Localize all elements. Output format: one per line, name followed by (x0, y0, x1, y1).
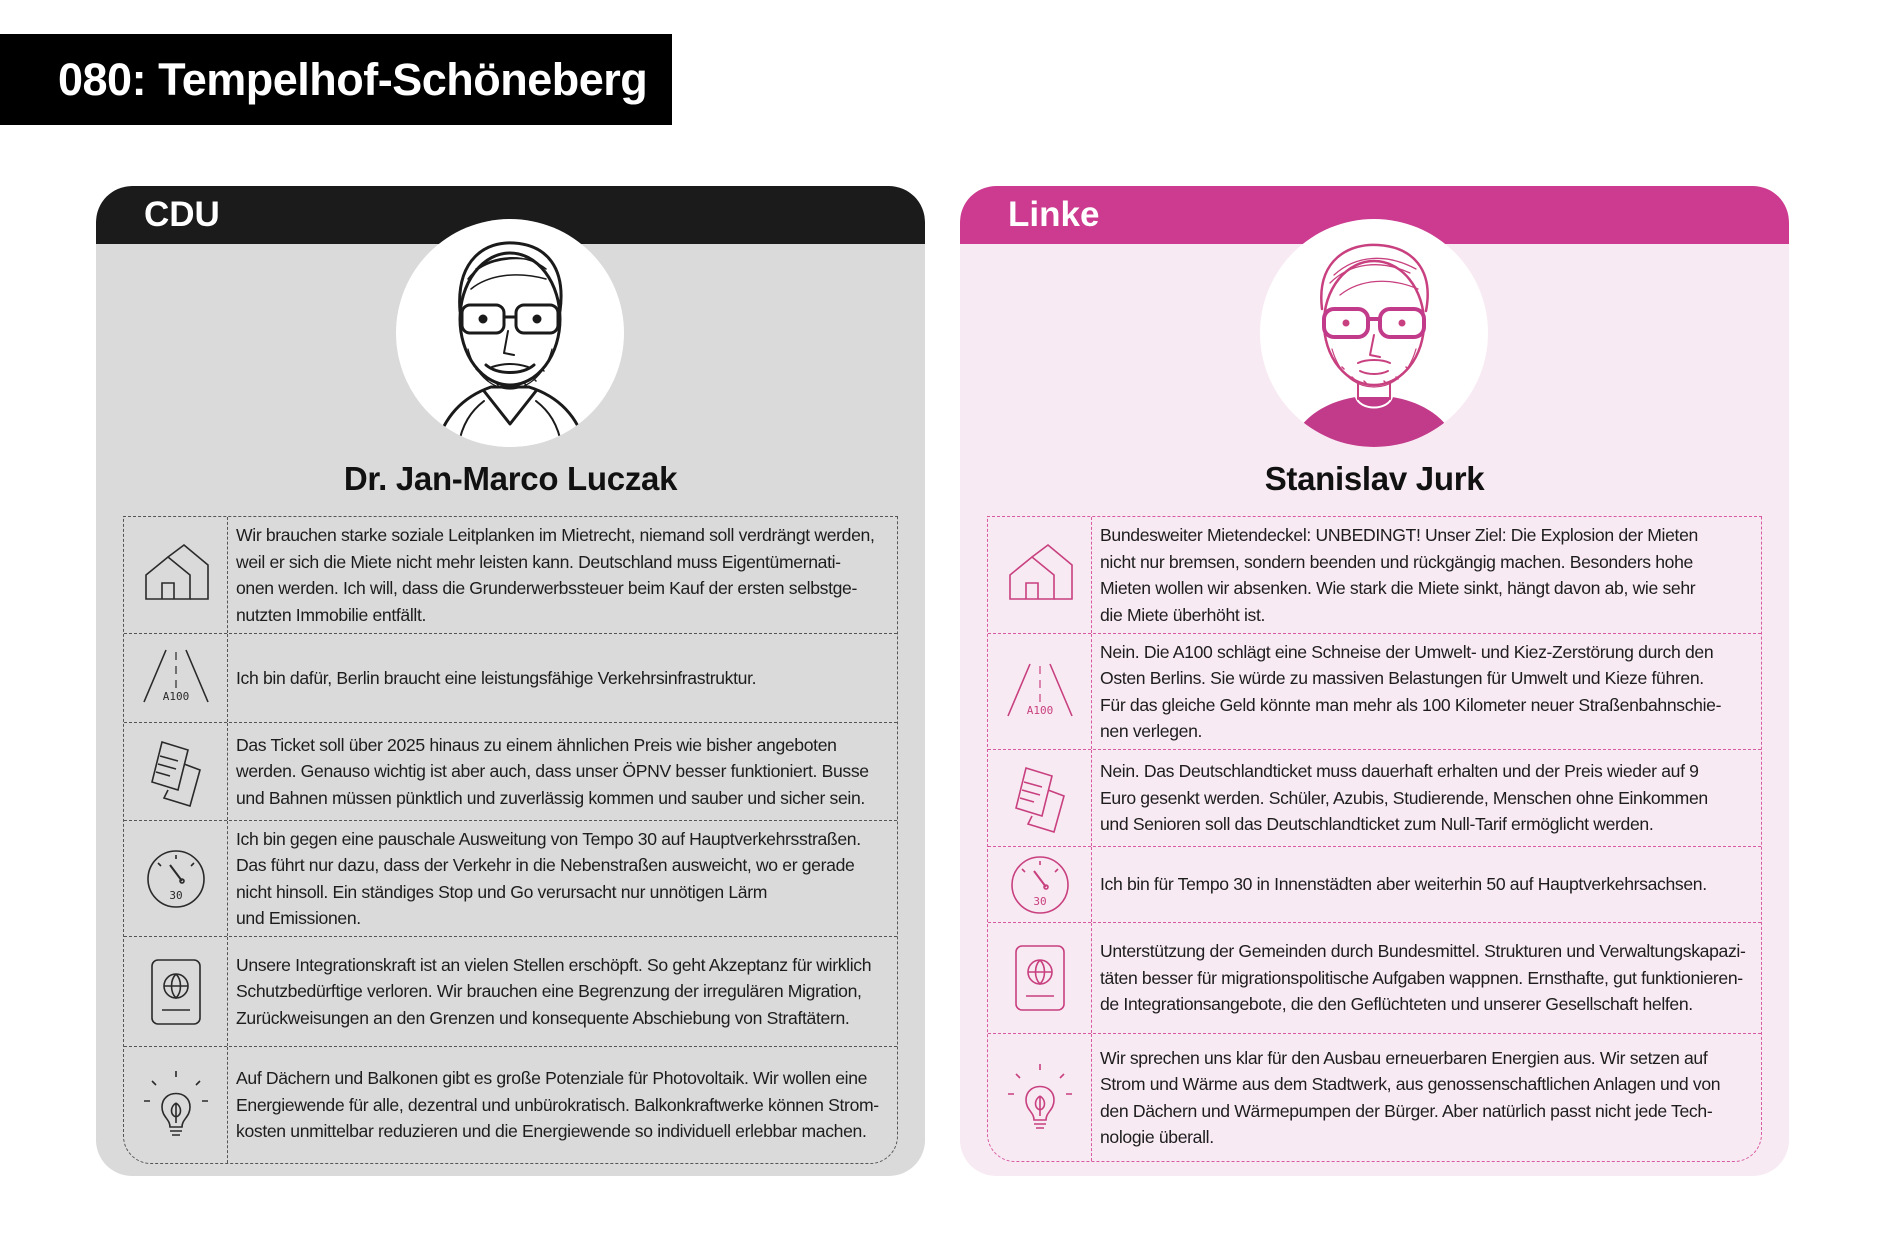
answer-text: Ich bin für Tempo 30 in Innenstädten aber weiterhin 50 auf Hauptverkehrsachsen. (1100, 874, 1707, 895)
lightbulb-leaf-icon (124, 1047, 228, 1163)
lightbulb-leaf-icon (988, 1034, 1092, 1161)
house-icon (124, 517, 228, 633)
answer-row-tempo30 (988, 846, 1761, 922)
answer-row-migration (988, 922, 1761, 1033)
party-header: Linke (960, 186, 1789, 244)
candidate-card-linke (960, 186, 1789, 1176)
highway-label: A100 (162, 690, 189, 703)
answer-text: Wir brauchen starke soziale Leitplanken im Mietrecht, niemand soll verdrängt werden, weil er sich die Miete nicht mehr leisten kann. Deutschland muss Eigentümernati- onen werden. Ich will, dass die Grunderwerbssteuer beim Kauf der ersten selbstge- nutzten Immobilie entfällt. (236, 525, 875, 625)
answer-text: Bundesweiter Mietendeckel: UNBEDINGT! Unser Ziel: Die Explosion der Mieten nicht nur bremsen, sondern beenden und rückgängig machen. Besonders hohe Mieten wollen wir absenken. Wie stark die Miete sinkt, hängt davon ab, wie sehr die Miete überhöht ist. (1100, 525, 1698, 625)
answer-row-ticket (988, 749, 1761, 846)
answer-row-housing (988, 517, 1761, 633)
answer-text: Ich bin gegen eine pauschale Ausweitung von Tempo 30 auf Hauptverkehrsstraßen. Das führt nur dazu, dass der Verkehr in die Nebenstraßen ausweicht, wo er gerade nicht hinsoll. Ein ständiges Stop und Go verursacht nur unnötigen Lärm und Emissionen. (236, 828, 861, 928)
speedometer-30-icon (124, 821, 228, 936)
a100-highway-icon (988, 634, 1092, 749)
passport-icon (124, 937, 228, 1046)
answer-row-ticket (124, 722, 897, 820)
answer-row-housing (124, 517, 897, 633)
party-header: CDU (96, 186, 925, 244)
candidate-name: Dr. Jan-Marco Luczak (343, 460, 678, 497)
speed-label: 30 (1032, 894, 1047, 908)
answer-row-energy (988, 1033, 1761, 1161)
candidate-portrait (396, 219, 624, 447)
a100-highway-icon (124, 634, 228, 722)
answer-text: Nein. Das Deutschlandticket muss dauerhaft erhalten und der Preis wieder auf 9 Euro gesenkt werden. Schüler, Azubis, Studierende, Menschen ohne Einkommen und Senioren soll das Deutschlandticket zum Null-Tarif ermöglicht werden. (1100, 761, 1708, 835)
answer-text: Wir sprechen uns klar für den Ausbau erneuerbaren Energien aus. Wir setzen auf Strom und Wärme aus dem Stadtwerk, aus genossenschaftlichen Anlagen und von den Dächern und Wärmepumpen der Bürger. Aber natürlich passt nicht jede Tech- nologie überall. (1100, 1047, 1721, 1147)
answer-text: Auf Dächern und Balkonen gibt es große Potenziale für Photovoltaik. Wir wollen eine Energiewende für alle, dezentral und unbürokratisch. Balkonkraftwerke können Strom- kosten unmittelbar reduzieren und die Energiewende so individuell erlebbar machen. (236, 1068, 879, 1142)
answer-row-migration (124, 936, 897, 1046)
answer-text: Ich bin dafür, Berlin braucht eine leistungsfähige Verkehrsinfrastruktur. (236, 667, 757, 688)
ticket-icon (124, 723, 228, 820)
speed-label: 30 (168, 888, 183, 902)
answer-row-a100 (988, 633, 1761, 749)
passport-icon (988, 923, 1092, 1033)
candidate-card-cdu (96, 186, 925, 1176)
candidate-name: Stanislav Jurk (1264, 460, 1485, 497)
ticket-icon (988, 750, 1092, 846)
answers-table (123, 516, 898, 1164)
speedometer-30-icon (988, 847, 1092, 922)
candidate-portrait (1260, 219, 1488, 447)
district-title: 080: Tempelhof-Schöneberg (0, 34, 672, 125)
answer-text: Nein. Die A100 schlägt eine Schneise der Umwelt- und Kiez-Zerstörung durch den Osten Berlins. Sie würde zu massiven Belastungen für Umwelt und Kieze führen. Für das gleiche Geld könnte man mehr als 100 Kilometer neuer Straßenbahnschie- nen verlegen. (1100, 641, 1722, 741)
house-icon (988, 517, 1092, 633)
answer-row-energy (124, 1046, 897, 1163)
answer-row-a100 (124, 633, 897, 722)
answers-table (987, 516, 1762, 1162)
answer-text: Unsere Integrationskraft ist an vielen Stellen erschöpft. So geht Akzeptanz für wirklich Schutzbedürftige verloren. Wir brauchen eine Begrenzung der irregulären Migration, Zurückweisungen an den Grenzen und konsequente Abschiebung von Straftätern. (236, 954, 872, 1028)
answer-row-tempo30 (124, 820, 897, 936)
highway-label: A100 (1026, 703, 1053, 717)
answer-text: Unterstützung der Gemeinden durch Bundesmittel. Strukturen und Verwaltungskapazi- täten besser für migrationspolitische Aufgaben wappnen. Ernsthafte, gut funktionieren- de Integrationsangebote, die den Geflüchteten und unserer Gesellschaft helfen. (1100, 941, 1746, 1015)
answer-text: Das Ticket soll über 2025 hinaus zu einem ähnlichen Preis wie bisher angeboten werden. Genauso wichtig ist aber auch, dass unser ÖPNV besser funktioniert. Busse und Bahnen müssen pünktlich und zuverlässig kommen und sauber und sicher sein. (236, 734, 869, 808)
